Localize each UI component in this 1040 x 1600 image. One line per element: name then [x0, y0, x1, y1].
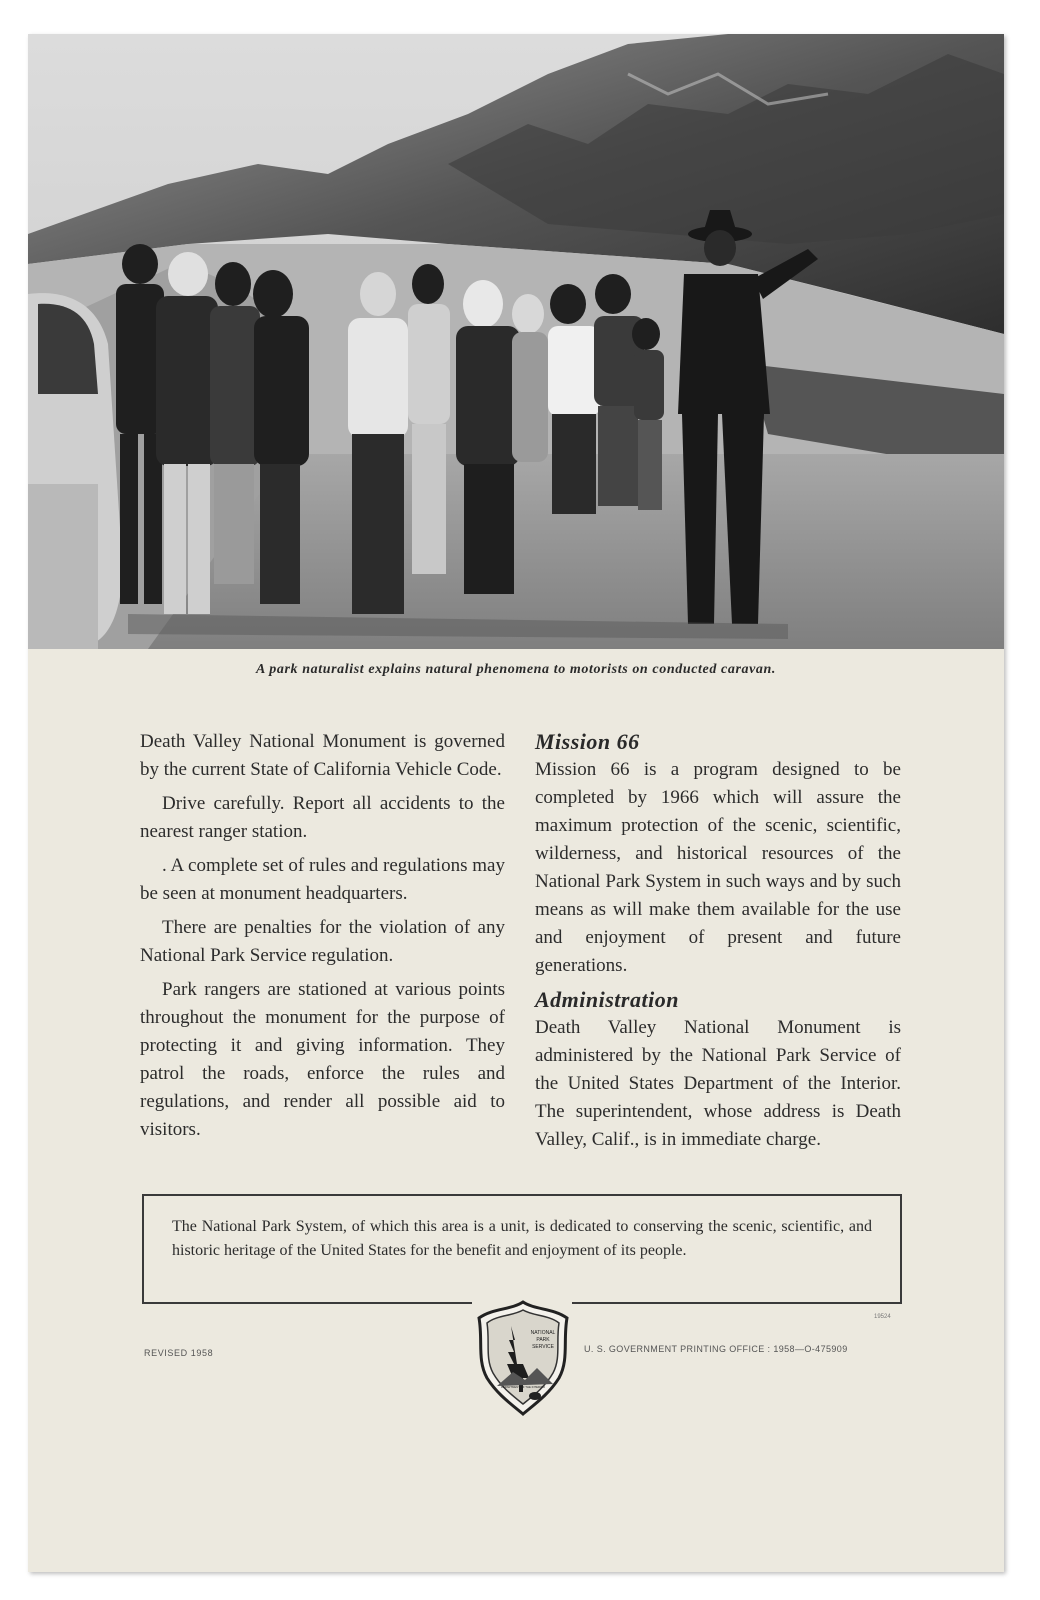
national-park-system-notice [142, 1194, 902, 1304]
rangers-paragraph: Park rangers are stationed at various points throughout the monument for the purpose of protecting it and giving information. They patrol the roads, enforce the rules and regulations, and render all possible aid to visitors. [140, 979, 505, 1140]
emblem-text-1: NATIONAL [530, 1330, 556, 1336]
administration-heading: Administration [535, 987, 679, 1012]
print-code: 19524 [874, 1314, 891, 1320]
emblem-text-2: PARK [536, 1337, 550, 1343]
emblem-subtext: DEPARTMENT OF THE INTERIOR [500, 1385, 546, 1389]
nps-arrowhead-emblem-icon [473, 1300, 573, 1416]
booklet-page [28, 34, 1004, 1572]
notice-border-right [572, 1302, 902, 1304]
revised-date: REVISED 1958 [144, 1348, 214, 1358]
mission-66-paragraph: Mission 66 is a program designed to be completed by 1966 which will assure the maximum protection of the scenic, scientific, wilderness, and historical resources of the National Park System in such ways and by such means as will make them available for the use and enjoyment of present and future generations. [535, 759, 901, 976]
notice-border-left [142, 1302, 472, 1304]
administration-paragraph: Death Valley National Monument is administered by the National Park Service of the United States Department of the Interior. The superintendent, whose address is Death Valley, Calif., is in immediate charge. [535, 1017, 901, 1150]
photo-caption: A park naturalist explains natural phenomena to motorists on conducted caravan. [256, 662, 776, 677]
caravan-photo [28, 34, 1004, 649]
notice-text: The National Park System, of which this area is a unit, is dedicated to conserving the scenic, scientific, and historic heritage of the United States for the benefit and enjoyment of its people. [172, 1218, 872, 1259]
emblem-text-3: SERVICE [532, 1344, 554, 1350]
mission-admin-column [535, 728, 901, 1160]
printing-office-line: U. S. GOVERNMENT PRINTING OFFICE : 1958—O-475909 [584, 1344, 848, 1354]
rules-paragraph: . A complete set of rules and regulations may be seen at monument headquarters. [140, 855, 505, 904]
drive-carefully-paragraph: Drive carefully. Report all accidents to the nearest ranger station. [140, 793, 505, 842]
penalties-paragraph: There are penalties for the violation of any National Park Service regulation. [140, 917, 505, 966]
vehicle-code-paragraph: Death Valley National Monument is governed by the current State of California Vehicle Code. [140, 731, 505, 780]
photo-illustration [28, 34, 1004, 649]
regulations-column [140, 728, 505, 1150]
mission-66-heading: Mission 66 [535, 729, 640, 754]
